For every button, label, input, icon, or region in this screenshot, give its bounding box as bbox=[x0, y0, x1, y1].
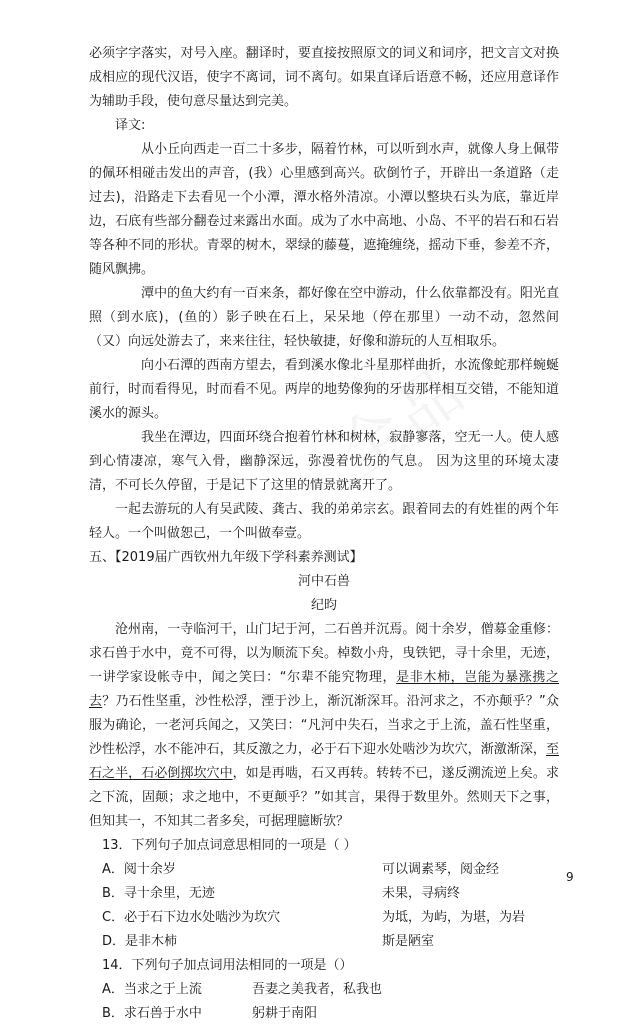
q14-option-b-right: 躬耕于南阳 bbox=[252, 1006, 318, 1021]
q13-option-b bbox=[89, 882, 559, 906]
article-title: 河中石兽 bbox=[297, 574, 350, 589]
page-content bbox=[89, 42, 559, 1026]
q13-option-c bbox=[89, 906, 559, 930]
q13-option-d-right: 斯是陋室 bbox=[382, 934, 435, 949]
q13-option-b-left: B．寻十余里，无迹 bbox=[102, 886, 215, 901]
q13-option-c-left: C．必于石下边水处啮沙为坎穴 bbox=[102, 910, 281, 925]
translation-paragraph-1: 从小丘向西走一百二十多步，隔着竹林，可以听到水声，就像人身上佩带的佩环相碰击发出的声音，(我）心里感到高兴。砍倒竹子，开辟出一条道路（走过去)，沿路走下去看见一个小潭，潭水格外清凉。小潭以整块石头为底，靠近岸边，石底有些部分翻卷过来露出水面。成为了水中高地、小岛、不平的岩石和石岩等各种不同的形状。青翠的树木，翠绿的藤蔓，遮掩缠绕，摇动下垂，参差不齐，随风飘拂。 bbox=[89, 142, 559, 277]
question-13: 13．下列句子加点词意思相同的一项是（ ） bbox=[102, 838, 357, 853]
article-text-part-3: ，如是再啮，石又再转。转转不已，遂反溯流逆上矣。求之下流，固颠；求之地中，不更颠乎？”如其言，果得于数里外。然则天下之事，但知其一，不知其二者多矣，可据理臆断欤？ bbox=[89, 766, 559, 829]
q13-option-d-left: D．是非木柿 bbox=[102, 934, 178, 949]
article-text-part-2: ？乃石性坚重，沙性松浮，湮于沙上，渐沉渐深耳。沿河求之，不亦颠乎？”众服为确论，一老河兵闻之，又笑曰：“凡河中失石，当求之于上流，盖石性坚重，沙性松浮，水不能冲石，其反激之力，必于石下迎水处啮沙为坎穴，渐激渐深， bbox=[89, 694, 559, 757]
translation-paragraph-3: 向小石潭的西南方望去，看到溪水像北斗星那样曲折，水流像蛇那样蜿蜒前行，时而看得见，时而看不见。两岸的地势像狗的牙齿那样相互交错，不能知道溪水的源头。 bbox=[89, 358, 559, 421]
q13-option-b-right: 未果，寻病终 bbox=[382, 886, 461, 901]
underlined-sentence-1: 是非木柿，岂能为暴涨携之去 bbox=[89, 670, 559, 709]
intro-paragraph: 必须字字落实，对号入座。翻译时，要直接按照原文的词义和词序，把文言文对换成相应的现代汉语，使字不离词，词不离句。如果直译后语意不畅，还应用意译作为辅助手段，使句意尽量达到完美。 bbox=[89, 46, 559, 109]
q14-option-a-left: A．当求之于上流 bbox=[102, 982, 202, 997]
underlined-sentence-2: 至石之半，石必倒掷坎穴中 bbox=[89, 742, 559, 781]
q14-option-a bbox=[89, 978, 559, 1002]
section-heading: 五、【2019届广西钦州九年级下学科素养测试】 bbox=[89, 550, 363, 565]
q14-option-b-left: B．求石兽于水中 bbox=[102, 1006, 202, 1021]
translation-paragraph-4: 我坐在潭边，四面环绕合抱着竹林和树林，寂静寥落，空无一人。使人感到心情凄凉，寒气入骨，幽静深远，弥漫着忧伤的气息。 因为这里的环境太凄清，不可长久停留，于是记下了这里的情景就离开了。 bbox=[89, 430, 559, 493]
page-number: 9 bbox=[566, 870, 574, 884]
q13-option-c-right: 为坻，为屿，为堪，为岩 bbox=[382, 910, 526, 925]
q13-option-a-left: A．阅十余岁 bbox=[102, 862, 176, 877]
question-14: 14．下列句子加点词用法相同的一项是（） bbox=[102, 958, 353, 973]
article-author: 纪昀 bbox=[310, 598, 337, 613]
q14-option-a-right: 吾妻之美我者，私我也 bbox=[252, 982, 383, 997]
translation-heading: 译文: bbox=[115, 118, 146, 133]
q13-option-d bbox=[89, 930, 559, 954]
q14-option-b bbox=[89, 1002, 559, 1026]
article-text bbox=[89, 618, 559, 834]
translation-paragraph-2: 潭中的鱼大约有一百来条，都好像在空中游动，什么依靠都没有。阳光直照（到水底)，(鱼的）影子映在石上，呆呆地（停在那里）一动不动，忽然间（又）向远处游去了，来来往往，轻快敏捷，好像和游玩的人互相取乐。 bbox=[89, 286, 559, 349]
translation-paragraph-5: 一起去游玩的人有吴武陵、龚古、我的弟弟宗玄。跟着同去的有姓崔的两个年轻人。一个叫做恕己，一个叫做奉壹。 bbox=[89, 502, 559, 541]
q13-option-a bbox=[89, 858, 559, 882]
q13-option-a-right: 可以调素琴，阅金经 bbox=[382, 862, 500, 877]
article-text-part-1: 沧州南，一寺临河干，山门圮于河，二石兽并沉焉。阅十余岁，僧募金重修：求石兽于水中，竟不可得，以为顺流下矣。棹数小舟，曳铁钯，寻十余里，无迹，一讲学家设帐寺中，闻之笑曰：“尔辈不能究物理， bbox=[89, 622, 559, 685]
